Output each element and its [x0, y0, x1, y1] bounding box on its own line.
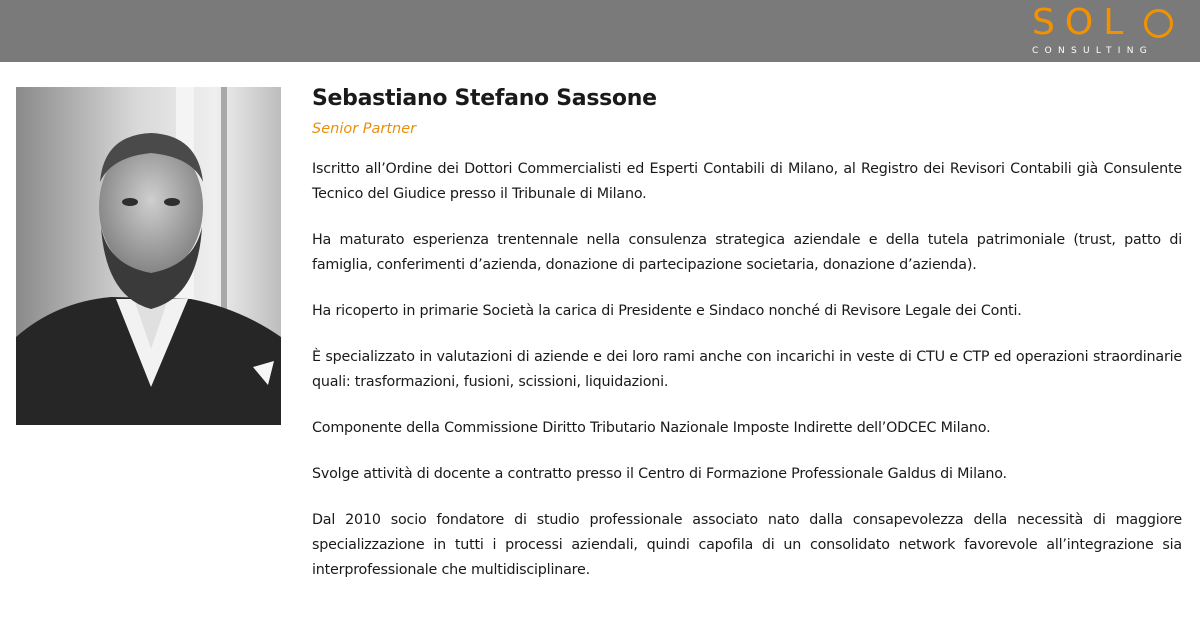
bio-paragraph: Componente della Commissione Diritto Tributario Nazionale Imposte Indirette dell’ODCEC Milano.	[312, 420, 991, 436]
profile-bio	[312, 157, 1182, 583]
portrait-photo-icon	[16, 87, 281, 425]
bio-paragraph: Dal 2010 socio fondatore di studio professionale associato nato dalla consapevolezza della necessità di maggiore specializzazione in tutti i processi aziendali, quindi capofila di un consolidato network favorevole all’integrazione sia interprofessionale che multidisciplinare.	[312, 512, 1182, 578]
profile-name: Sebastiano Stefano Sassone	[312, 86, 657, 111]
logo-word: SOL	[1032, 2, 1134, 43]
logo-tagline: CONSULTING	[1032, 46, 1154, 56]
profile-photo	[16, 87, 281, 425]
bio-paragraph: Svolge attività di docente a contratto presso il Centro di Formazione Professionale Galdus di Milano.	[312, 466, 1007, 482]
bio-paragraph: È specializzato in valutazioni di aziende e dei loro rami anche con incarichi in veste di CTU e CTP ed operazioni straordinarie quali: trasformazioni, fusioni, scissioni, liquidazioni.	[312, 349, 1182, 390]
bio-paragraph: Ha ricoperto in primarie Società la carica di Presidente e Sindaco nonché di Revisore Legale dei Conti.	[312, 303, 1022, 319]
bio-paragraph: Ha maturato esperienza trentennale nella consulenza strategica aziendale e della tutela patrimoniale (trust, patto di famiglia, conferimenti d’azienda, donazione di partecipazione societaria, donazione d’azienda).	[312, 232, 1182, 273]
solo-consulting-logo[interactable]	[1022, 3, 1182, 59]
bio-paragraph: Iscritto all’Ordine dei Dottori Commercialisti ed Esperti Contabili di Milano, al Registro dei Revisori Contabili già Consulente Tecnico del Giudice presso il Tribunale di Milano.	[312, 161, 1182, 202]
logo-ring-icon	[1144, 9, 1173, 38]
profile-role: Senior Partner	[312, 121, 417, 137]
top-bar	[0, 0, 1200, 62]
profile-content	[312, 84, 1182, 604]
